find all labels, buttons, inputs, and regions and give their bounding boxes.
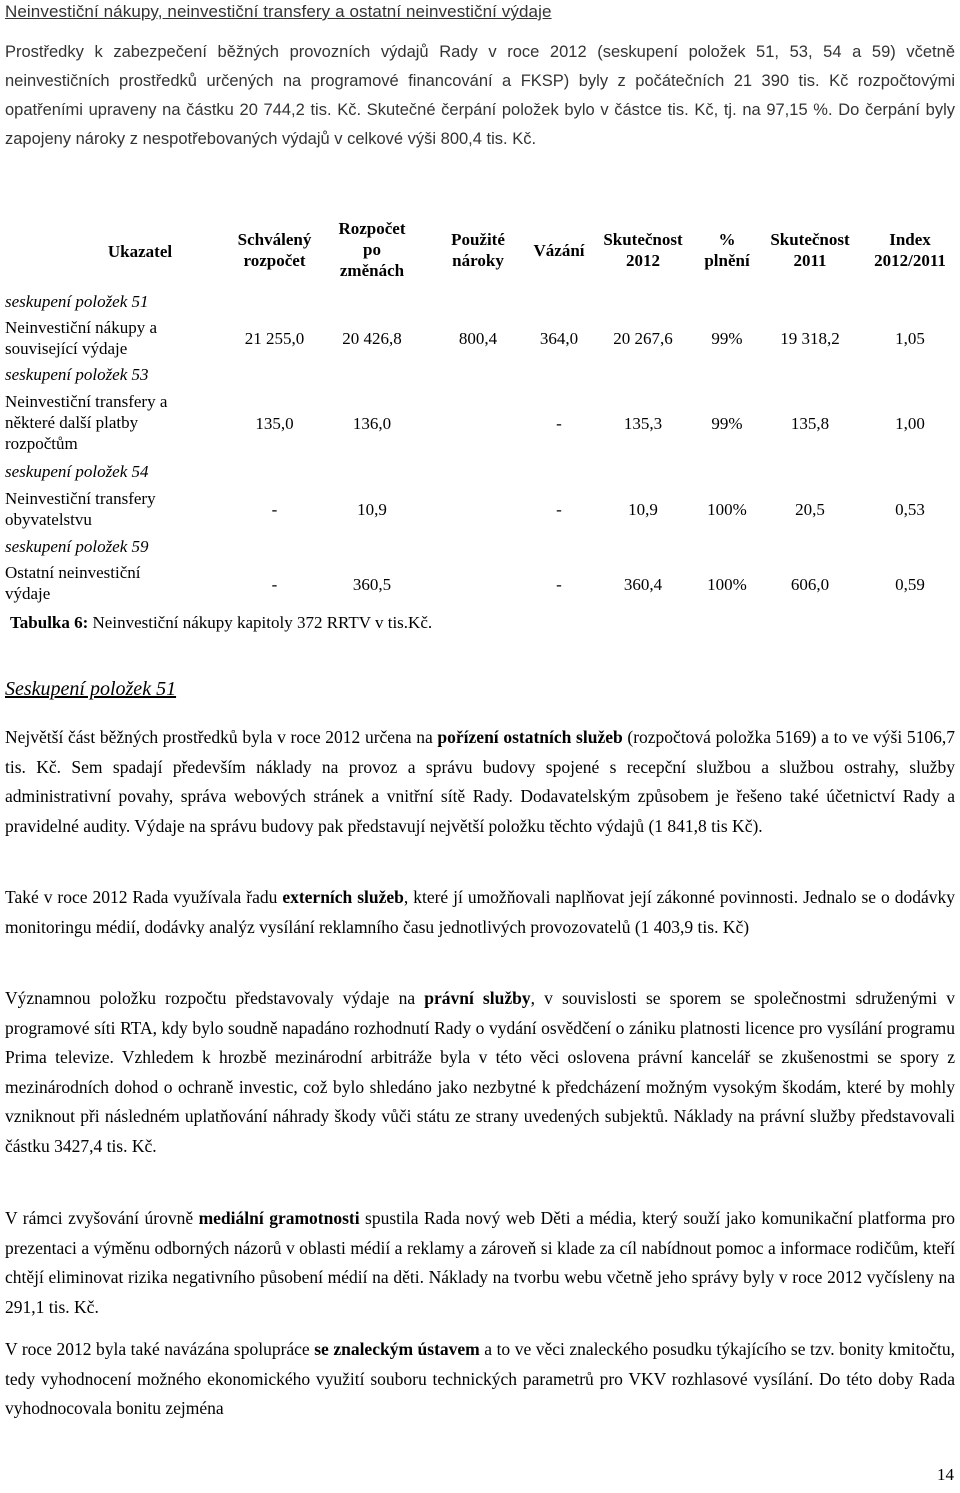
- cell-51-skutecnost-2011: 19 318,2: [780, 329, 840, 348]
- cell-54-skutecnost-2011: 20,5: [795, 500, 825, 519]
- cell-59-plneni: 100%: [707, 575, 747, 594]
- row-label-51: Neinvestiční nákupy a související výdaje: [5, 318, 158, 358]
- group-label-59: seskupení položek 59: [5, 537, 149, 556]
- row-label-54: Neinvestiční transfery obyvatelstvu: [5, 489, 156, 529]
- header-pouzite-naroky: Použité nároky: [451, 230, 505, 270]
- cell-59-skutecnost-2011: 606,0: [790, 575, 830, 594]
- table-caption: Tabulka 6: Neinvestiční nákupy kapitoly 372 RRTV v tis.Kč.: [10, 613, 433, 632]
- cell-53-schvaleny: 135,0: [255, 414, 294, 433]
- cell-51-plneni: 99%: [711, 329, 743, 348]
- cell-54-rozpocet-po: 10,9: [357, 500, 387, 519]
- header-rozpocet-po-zmenach: Rozpočet po změnách: [338, 219, 406, 280]
- header-index: Index 2012/2011: [874, 230, 946, 270]
- cell-54-skutecnost-2012: 10,9: [628, 500, 658, 519]
- cell-51-index: 1,05: [895, 329, 925, 348]
- paragraph-externi-sluzby: Také v roce 2012 Rada využívala řadu externích služeb, které jí umožňovali naplňovat její zákonné povinnosti. Jednalo se o dodávky monitoringu médií, dodávky analýz vysílání reklamního času jednotlivých provozovatelů (1 403,9 tis. Kč): [5, 887, 955, 937]
- row-label-59: Ostatní neinvestiční výdaje: [5, 563, 141, 603]
- cell-51-pouzite: 800,4: [458, 329, 498, 348]
- header-skutecnost-2011: Skutečnost 2011: [770, 230, 850, 270]
- cell-53-plneni: 99%: [711, 414, 743, 433]
- paragraph-znalecky-ustav: V roce 2012 byla také navázána spolupráce se znaleckým ústavem a to ve věci znaleckého posudku týkajícího se tzv. bonity kmitočtu, tedy vyhodnocení možného ekonomického využití souboru technických parametrů pro VKV rozhlasové vysílání. Do této doby Rada vyhodnocovala bonitu zejména: [5, 1339, 955, 1418]
- cell-59-rozpocet-po: 360,5: [352, 575, 392, 594]
- paragraph-medialni-gramotnost: V rámci zvyšování úrovně mediální gramotnosti spustila Rada nový web Děti a média, který souží jako komunikační platforma pro prezentaci a výměnu odborných názorů v oblasti médií a reklamy a zároveň si klade za cíl nabídnout pomoc a informace rodičům, kteří chtějí eliminovat rizika negativního působení médií na děti. Náklady na tvorbu webu včetně jeho správy byly v roce 2012 vyčísleny na 291,1 tis. Kč.: [5, 1208, 955, 1317]
- page-number: 14: [937, 1465, 954, 1484]
- section-heading: Seskupení položek 51: [5, 678, 177, 700]
- row-label-53: Neinvestiční transfery a některé další platby rozpočtům: [5, 392, 168, 453]
- header-vazani: Vázání: [533, 241, 585, 260]
- paragraph-ostatni-sluzby: Největší část běžných prostředků byla v roce 2012 určena na pořízení ostatních služeb (rozpočtová položka 5169) a to ve výši 5106,7 tis. Kč. Sem spadají především náklady na provoz a správu budovy spojené s recepční službou a službou ostrahy, služby administrativní povahy, správa webových stránek a vnitřní sítě Rady. Dodavatelským způsobem je řešeno také účetnictví Rady a pravidelné audity. Výdaje na správu budovy pak představují největší položku těchto výdajů (1 841,8 tis Kč).: [5, 727, 955, 836]
- cell-54-plneni: 100%: [707, 500, 747, 519]
- header-skutecnost-2012: Skutečnost 2012: [603, 230, 683, 270]
- intro-heading: Neinvestiční nákupy, neinvestiční transfery a ostatní neinvestiční výdaje: [5, 2, 552, 21]
- cell-51-vazani: 364,0: [539, 329, 579, 348]
- header-schvaleny: Schválený rozpočet: [237, 230, 312, 270]
- cell-59-index: 0,59: [895, 575, 925, 594]
- paragraph-pravni-sluzby: Významnou položku rozpočtu představovaly výdaje na právní služby, v souvislosti se sporem se společnostmi sdruženými v programové síti RTA, kdy bylo soudně napadáno rozhodnutí Rady o vydání osvědčení o zániku platnosti licence pro vysílání programu Prima televize. Vzhledem k hrozbě mezinárodní arbitráže byla v této věci oslovena právní kancelář se zkušenostmi se spory z mezinárodních dohod o ochraně investic, což bylo shledáno jako nezbytné k předcházení možným vysokým škodám, které by mohly vzniknout při následném uplatňování náhrady škody vůči státu ze strany uvedených subjektů. Náklady na právní služby představovali částku 3427,4 tis. Kč.: [5, 988, 956, 1156]
- group-label-54: seskupení položek 54: [5, 462, 149, 481]
- cell-51-skutecnost-2012: 20 267,6: [613, 329, 673, 348]
- cell-59-vazani: -: [556, 575, 562, 594]
- group-label-51: seskupení položek 51: [5, 292, 149, 311]
- header-procento-plneni: % plnění: [704, 230, 750, 270]
- cell-54-vazani: -: [556, 500, 562, 519]
- cell-53-vazani: -: [556, 414, 562, 433]
- cell-51-rozpocet-po: 20 426,8: [342, 329, 402, 348]
- cell-53-skutecnost-2012: 135,3: [623, 414, 663, 433]
- cell-59-skutecnost-2012: 360,4: [623, 575, 663, 594]
- group-label-53: seskupení položek 53: [5, 365, 149, 384]
- header-ukazatel: Ukazatel: [107, 242, 173, 261]
- cell-51-schvaleny: 21 255,0: [244, 329, 305, 348]
- intro-paragraph: Prostředky k zabezpečení běžných provozních výdajů Rady v roce 2012 (seskupení položek 51, 53, 54 a 59) včetně neinvestičních prostředků určených na programové financování a FKSP) byly z počátečních 21 390 tis. Kč rozpočtovými opatřeními upraveny na částku 20 744,2 tis. Kč. Skutečné čerpání položek bylo v částce tis. Kč, tj. na 97,15 %. Do čerpání byly zapojeny nároky z nespotřebovaných výdajů v celkové výši 800,4 tis. Kč.: [5, 43, 955, 148]
- cell-54-index: 0,53: [895, 500, 925, 519]
- cell-53-index: 1,00: [895, 414, 925, 433]
- cell-54-schvaleny: -: [271, 500, 278, 519]
- cell-59-schvaleny: -: [271, 575, 278, 594]
- cell-53-skutecnost-2011: 135,8: [790, 414, 830, 433]
- cell-53-rozpocet-po: 136,0: [352, 414, 392, 433]
